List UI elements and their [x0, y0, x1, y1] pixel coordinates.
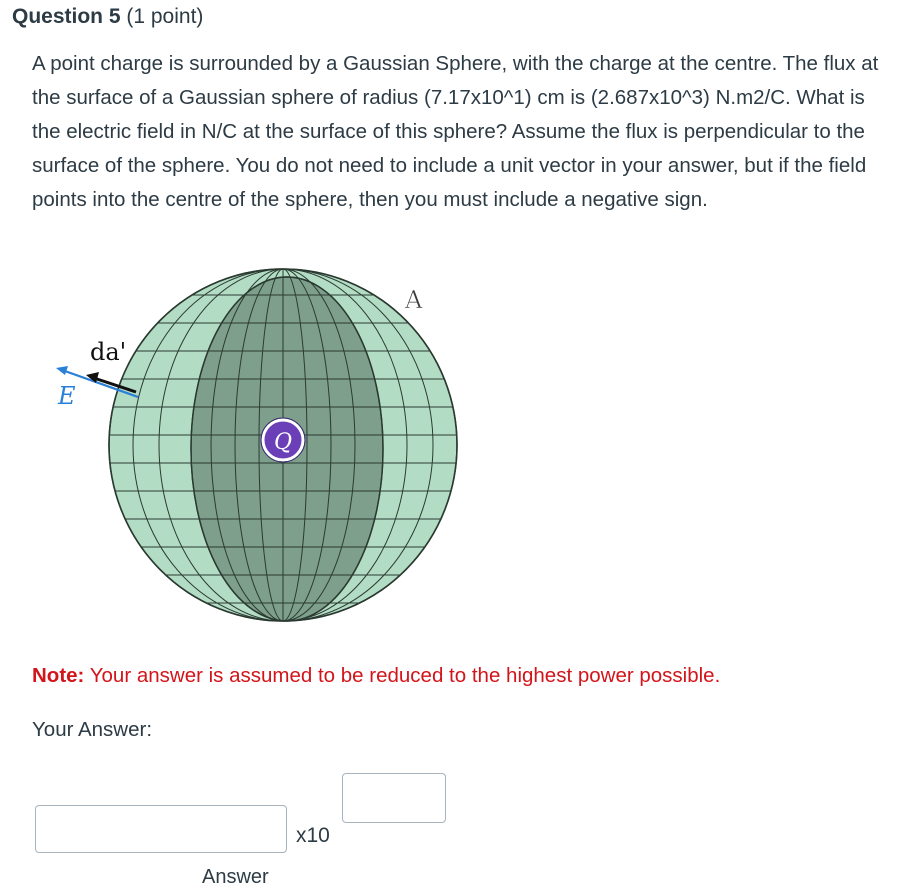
- label-da: da': [90, 338, 127, 366]
- note-body: Your answer is assumed to be reduced to the highest power possible.: [89, 664, 721, 687]
- gaussian-sphere-figure: [50, 262, 470, 622]
- note-label: Note:: [32, 664, 85, 687]
- question-header: [12, 5, 203, 29]
- gaussian-sphere-diagram: [50, 262, 470, 622]
- note-text: [32, 664, 720, 688]
- exponent-input[interactable]: [342, 773, 446, 823]
- x10-label: x10: [296, 824, 330, 847]
- label-A: A: [405, 286, 423, 314]
- your-answer-label: Your Answer:: [32, 718, 153, 741]
- label-E: E: [58, 382, 76, 410]
- label-Q: Q: [273, 430, 293, 455]
- question-title: Question 5: [12, 5, 121, 28]
- question-points: (1 point): [126, 5, 204, 28]
- mantissa-input[interactable]: [35, 805, 287, 853]
- charge-q: [261, 418, 305, 462]
- question-body: A point charge is surrounded by a Gaussian Sphere, with the charge at the centre. The flux at the surface of a Gaussian sphere of radius (7.17x10^1) cm is (2.687x10^3) N.m2/C. What is the electric field in N/C at the surface of this sphere? Assume the flux is perpendicular to the surface of the sphere. You do not need to include a unit vector in your answer, but if the field points into the centre of the sphere, then you must include a negative sign.: [32, 52, 879, 211]
- answer-caption: Answer: [202, 866, 269, 888]
